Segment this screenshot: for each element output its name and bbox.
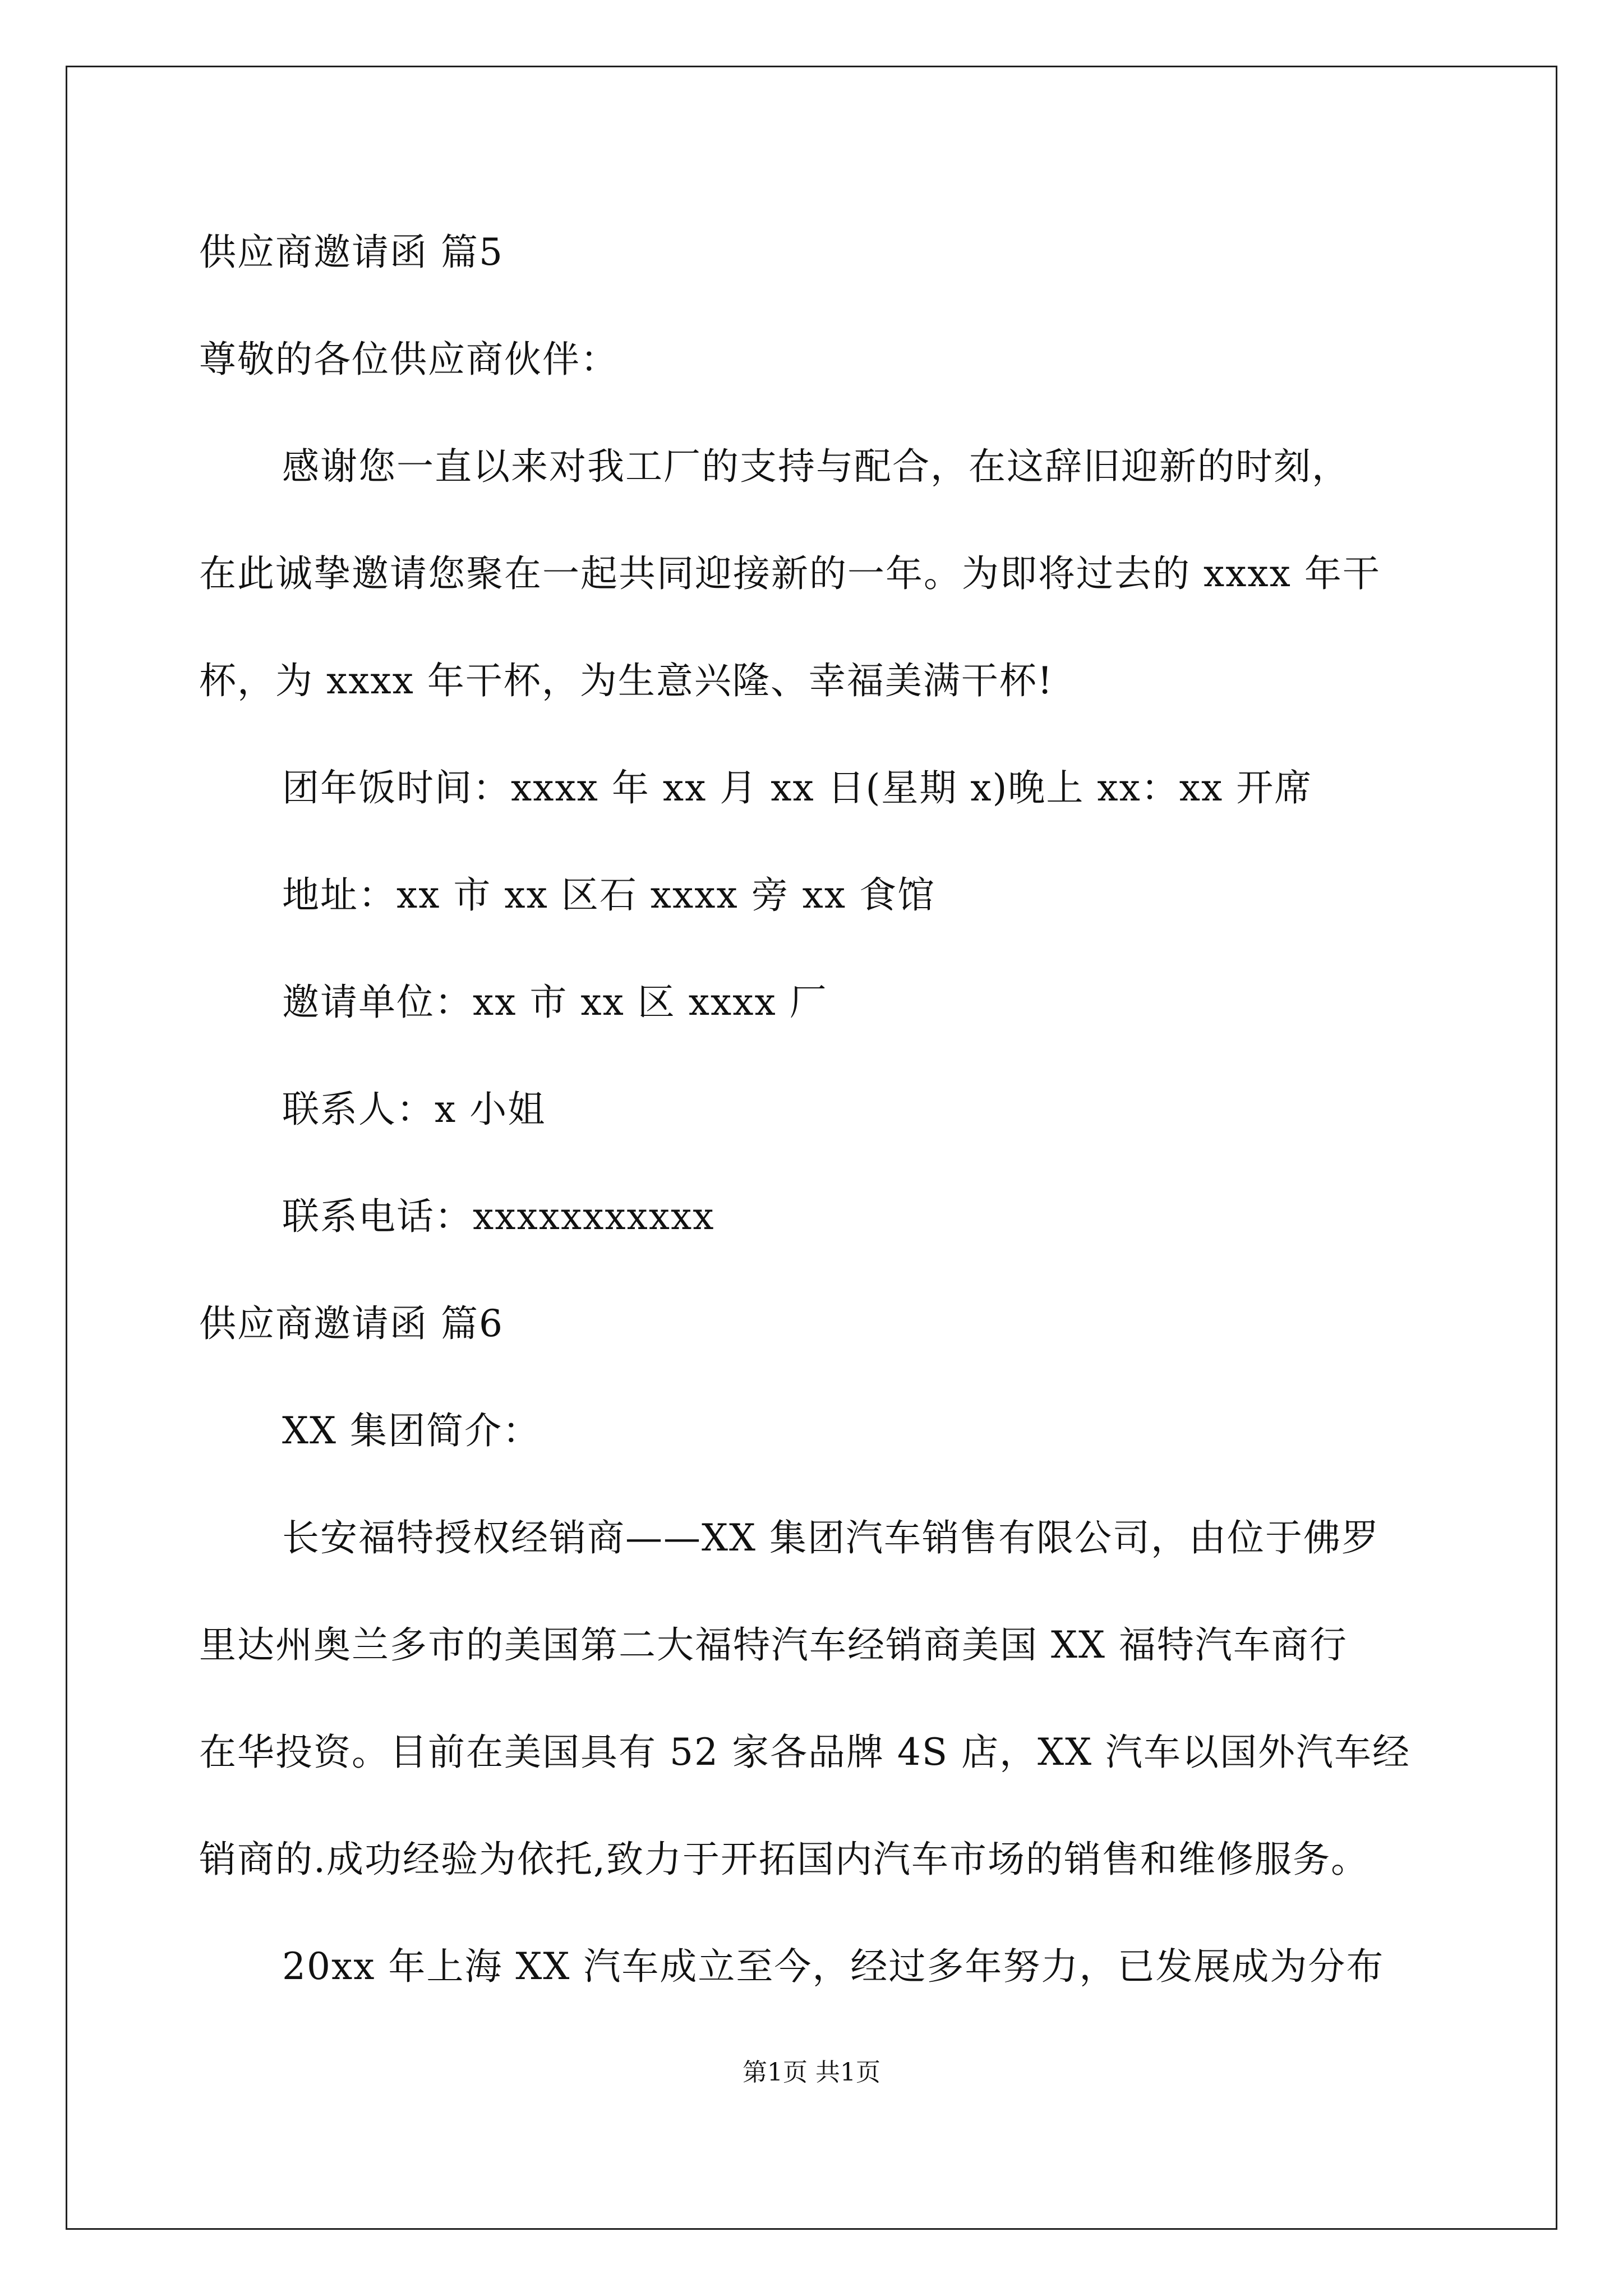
contact-person: 联系人：x 小姐 [282, 1088, 546, 1131]
page-border [66, 66, 1557, 2230]
section-heading-6: 供应商邀请函 篇6 [199, 1302, 504, 1345]
paragraph-line: 杯，为 xxxx 年干杯，为生意兴隆、幸福美满干杯! [199, 659, 1054, 702]
paragraph-line: 长安福特授权经销商——XX 集团汽车销售有限公司，由位于佛罗 [282, 1516, 1380, 1559]
salutation: 尊敬的各位供应商伙伴： [199, 338, 619, 381]
page-footer: 第1页 共1页 [743, 2058, 880, 2087]
address: 地址：xx 市 xx 区石 xxxx 旁 xx 食馆 [282, 873, 936, 917]
section-heading-5: 供应商邀请函 篇5 [199, 231, 504, 274]
inviting-unit: 邀请单位：xx 市 xx 区 xxxx 厂 [282, 981, 828, 1024]
paragraph-line: 里达州奥兰多市的美国第二大福特汽车经销商美国 XX 福特汽车商行 [199, 1623, 1348, 1667]
paragraph-line: 20xx 年上海 XX 汽车成立至今，经过多年努力，已发展成为分布 [282, 1945, 1385, 1988]
dinner-time: 团年饭时间：xxxx 年 xx 月 xx 日(星期 x)晚上 xx：xx 开席 [282, 766, 1313, 809]
paragraph-line: 感谢您一直以来对我工厂的支持与配合，在这辞旧迎新的时刻， [282, 445, 1350, 488]
group-intro-heading: XX 集团简介： [282, 1409, 541, 1452]
paragraph-line: 在华投资。目前在美国具有 52 家各品牌 4S 店，XX 汽车以国外汽车经 [199, 1731, 1411, 1774]
contact-phone: 联系电话：xxxxxxxxxxx [282, 1195, 715, 1238]
paragraph-line: 销商的.成功经验为依托,致力于开拓国内汽车市场的销售和维修服务。 [199, 1838, 1369, 1881]
paragraph-line: 在此诚挚邀请您聚在一起共同迎接新的一年。为即将过去的 xxxx 年干 [199, 552, 1381, 595]
